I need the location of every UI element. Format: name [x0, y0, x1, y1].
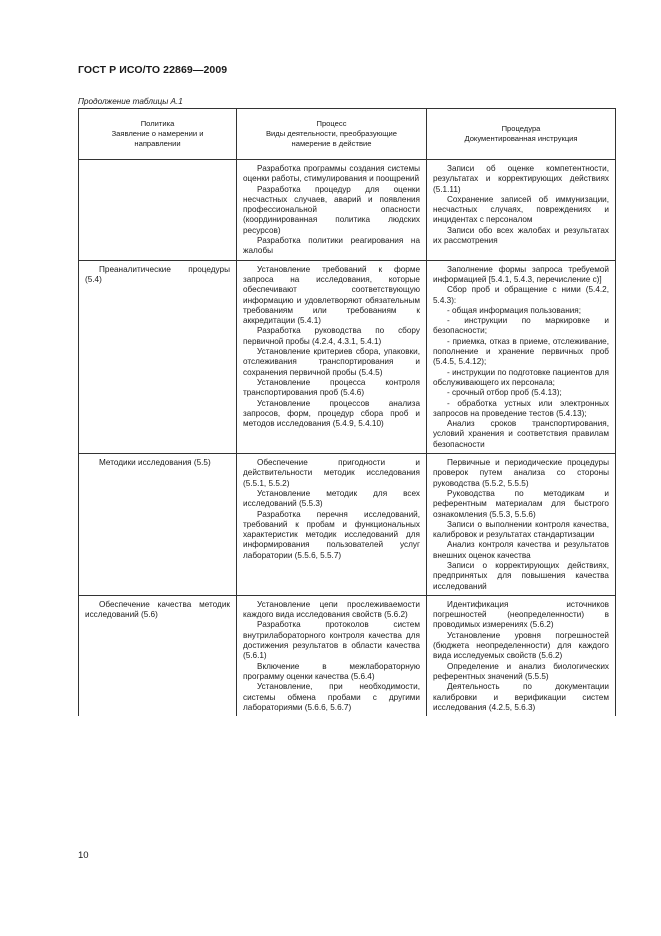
procedure-cell: Записи об оценке компетентности, результатах и корректирующих действиях (5.1.11) Сохранение записей об иммунизации, несчастных случаях, повреждениях и инцидентах с персоналом Записи обо всех жалобах и результатах их рассмотрения	[427, 160, 616, 261]
column-header-process: Процесс Виды деятельности, преобразующие намерение в действие	[237, 109, 427, 160]
policy-cell: Методики исследования (5.5)	[79, 454, 237, 596]
requirements-table	[78, 108, 616, 716]
procedure-cell: Заполнение формы запроса требуемой информацией [5.4.1, 5.4.3, перечисление с)] Сбор проб и обращение с ними (5.4.2, 5.4.3): - общая информация пользования; - инструкции по маркировке и безопасности; - приемка, отказ в приеме, отслеживание, пополнение и хранение первичных проб (5.4.5, 5.4.12); - инструкции по подготовке пациентов для обслуживающего их персонала; - срочный отбор проб (5.4.13); - обработка устных или электронных запросов на проведение тестов (5.4.13); Анализ сроков транспортирования, условий хранения и соответствия правилам безопасности	[427, 260, 616, 453]
column-header-policy: Политика Заявление о намерении и направлении	[79, 109, 237, 160]
policy-cell: Обеспечение качества методик исследований (5.6)	[79, 595, 237, 716]
process-cell: Установление требований к форме запроса на исследования, которые обеспечивают соответствующую информацию и удовлетворяют обязательным требованиям или требованиям к аккредитации (5.4.1) Разработка руководства по сбору первичной пробы (4.2.4, 4.3.1, 5.4.1) Установление критериев сбора, упаковки, отслеживания транспортирования и сохранения первичной пробы (5.4.5) Установление процесса контроля транспортирования проб (5.4.6) Установление процессов анализа запросов, форм, процедур сбора проб и методов исследования (5.4.9, 5.4.10)	[237, 260, 427, 453]
table-row	[79, 454, 616, 596]
table-continuation-caption: Продолжение таблицы А.1	[78, 97, 183, 106]
process-cell: Разработка программы создания системы оценки работы, стимулирования и поощрений Разработка процедур для оценки несчастных случаев, аварий и появления профессиональной опасности (координированная политика людских ресурсов) Разработка политики реагирования на жалобы	[237, 160, 427, 261]
table-row	[79, 160, 616, 261]
process-cell: Установление цепи прослеживаемости каждого вида исследования свойств (5.6.2) Разработка протоколов систем внутрилабораторного контроля качества для достижения результатов в области качества (5.6.1) Включение в межлабораторную программу оценки качества (5.6.4) Установление, при необходимости, системы обмена пробами с другими лабораториями (5.6.6, 5.6.7)	[237, 595, 427, 716]
procedure-cell: Идентификация источников погрешностей (неопределенности) в проводимых измерениях (5.6.2) Установление уровня погрешностей (бюджета неопределенности) для каждого вида исследуемых свойств (5.6.2) Определение и анализ биологических референтных значений (5.5.5) Деятельность по документации калибровки и верификации систем исследования (4.2.5, 5.6.3)	[427, 595, 616, 716]
table-header-row	[79, 109, 616, 160]
policy-cell: Преаналитические процедуры (5.4)	[79, 260, 237, 453]
table-row	[79, 595, 616, 716]
page-number: 10	[78, 850, 89, 861]
procedure-cell: Первичные и периодические процедуры проверок путем анализа со стороны руководства (5.5.2, 5.5.5) Руководства по методикам и референтным материалам для быстрого ознакомления (5.5.3, 5.5.6) Записи о выполнении контроля качества, калибровок и результатах стандартизации Анализ контроля качества и результатов внешних оценок качества Записи о корректирующих действиях, предпринятых для повышения качества исследований	[427, 454, 616, 596]
table-row	[79, 260, 616, 453]
document-title: ГОСТ Р ИСО/ТО 22869—2009	[78, 64, 228, 76]
column-header-procedure: Процедура Документированная инструкция	[427, 109, 616, 160]
policy-cell	[79, 160, 237, 261]
process-cell: Обеспечение пригодности и действительности методик исследования (5.5.1, 5.5.2) Установление методик для всех исследований (5.5.3) Разработка перечня исследований, требований к пробам и функциональных характеристик методик исследований для информирования пользователей услуг лаборатории (5.5.6, 5.5.7)	[237, 454, 427, 596]
